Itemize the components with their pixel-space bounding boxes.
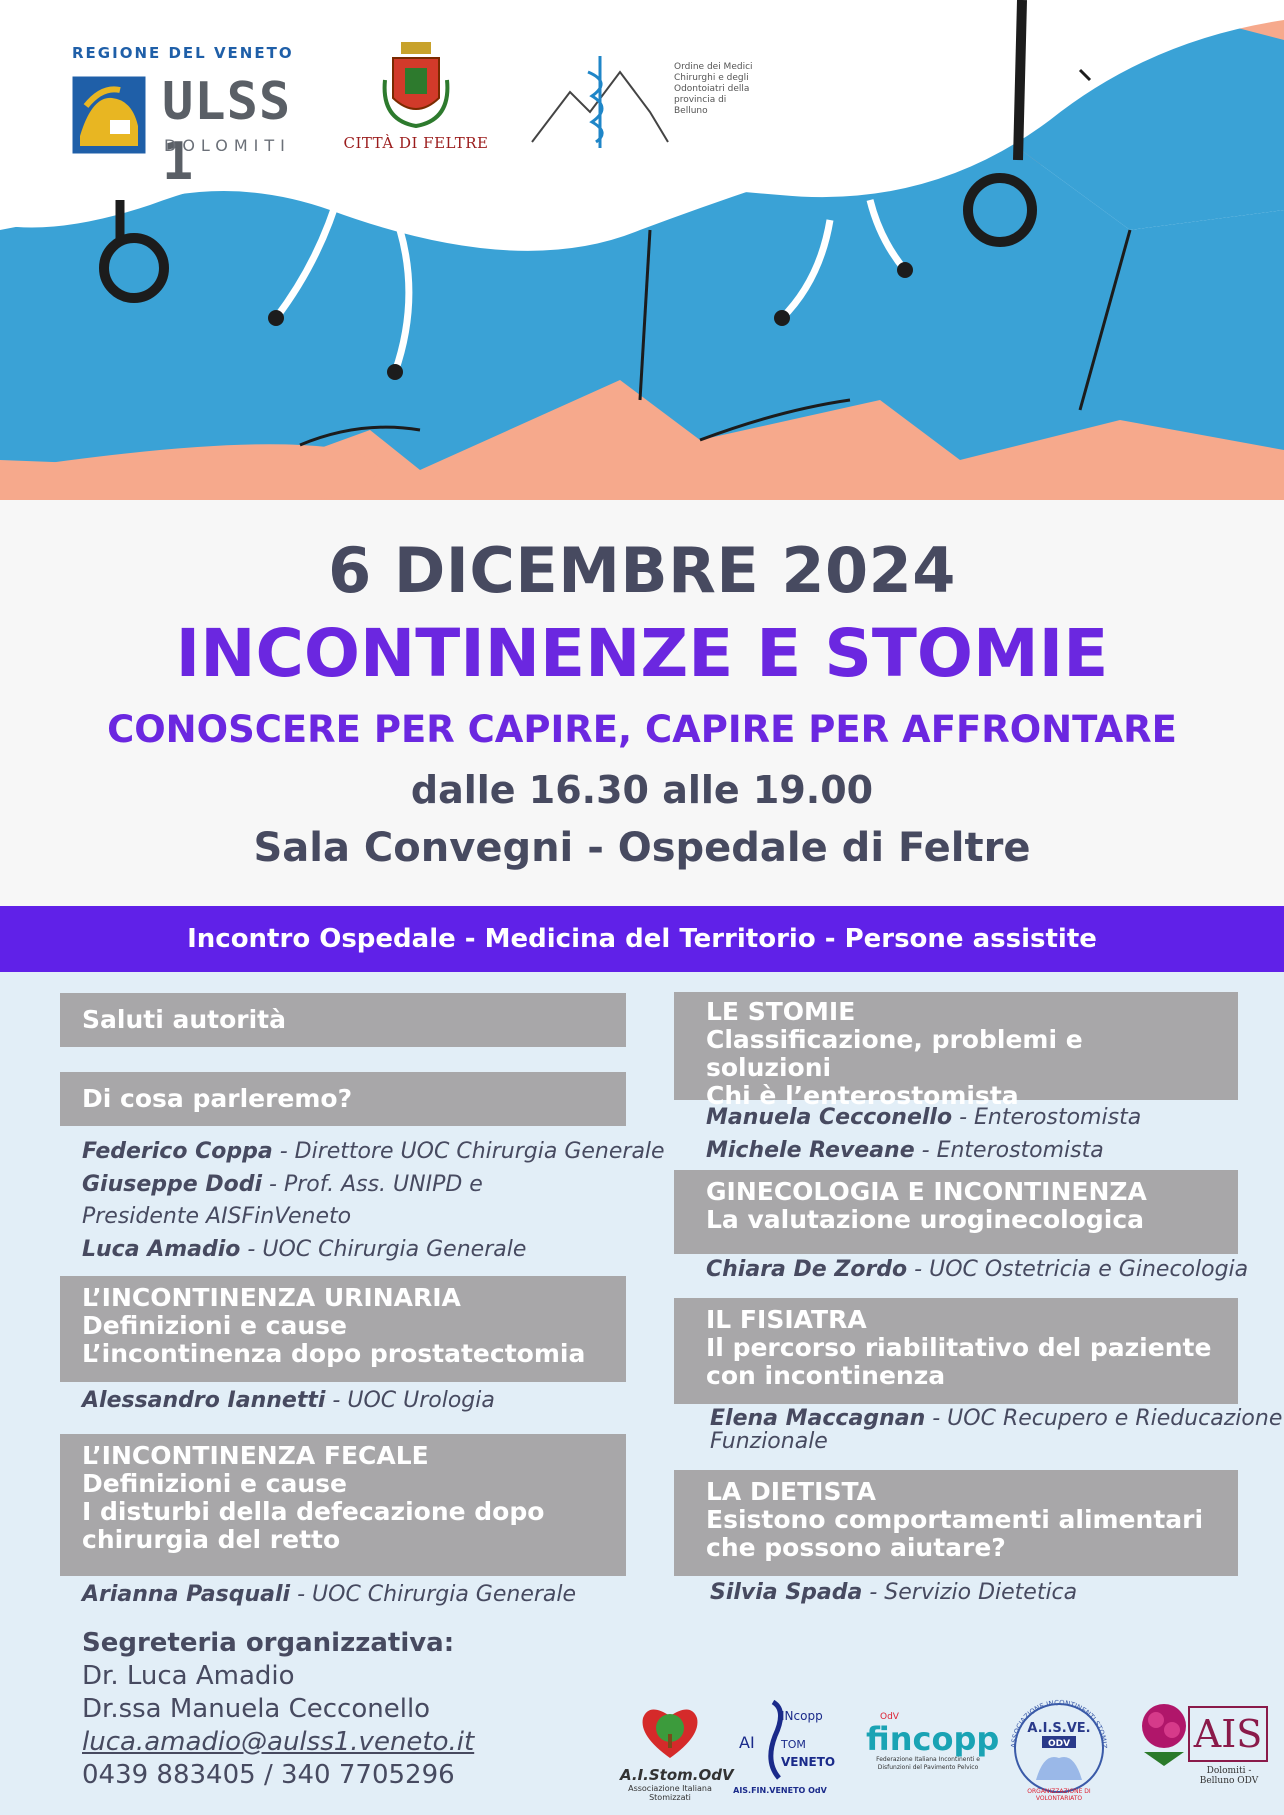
speaker-role: - UOC Ostetricia e Ginecologia <box>907 1257 1249 1282</box>
event-banner: Incontro Ospedale - Medicina del Territorio - Persone assistite <box>0 906 1284 972</box>
fincopp-caption: Federazione Italiana Incontinenti e Disfunzioni del Pavimento Pelvico <box>876 1756 980 1771</box>
speaker-arianna-pasquali <box>82 1581 576 1608</box>
title-block <box>0 500 1284 906</box>
speaker-role: - Servizio Dietetica <box>862 1580 1078 1605</box>
aisve-logo <box>1004 1688 1114 1808</box>
ais-dolomiti-logo <box>1134 1700 1270 1800</box>
speaker-silvia-spada <box>710 1579 1077 1606</box>
feltre-crest-icon <box>381 40 451 130</box>
ais-caption: Dolomiti - Belluno ODV <box>1199 1766 1259 1786</box>
ulss-name: ULSS 1 <box>162 72 292 192</box>
session-line: Classificazione, problemi e soluzioni <box>706 1025 1083 1082</box>
heart-tree-icon <box>635 1700 705 1762</box>
session-incontinenza-fecale <box>60 1434 626 1576</box>
session-line: Definizioni e cause <box>82 1469 347 1498</box>
speaker-alessandro-iannetti <box>82 1387 495 1414</box>
aisfin-veneto-logo <box>732 1696 836 1804</box>
session-title: Di cosa parleremo? <box>82 1084 353 1113</box>
speaker-role: - UOC Urologia <box>325 1388 495 1413</box>
session-line: che possono aiutare? <box>706 1533 1006 1562</box>
speaker-name: Giuseppe Dodi <box>82 1172 263 1197</box>
secretary-phone: 0439 883405 / 340 7705296 <box>82 1760 455 1790</box>
event-title: INCONTINENZE E STOMIE <box>175 615 1109 692</box>
speaker-federico-coppa <box>82 1138 665 1165</box>
speaker-name: Manuela Cecconello <box>706 1105 953 1130</box>
session-la-dietista <box>674 1470 1238 1576</box>
speaker-role: - UOC Recupero e Rieducazione <box>925 1406 1283 1431</box>
aistom-caption: Associazione Italiana Stomizzati <box>628 1784 712 1802</box>
secretary-email-link[interactable]: luca.amadio@aulss1.veneto.it <box>82 1727 475 1757</box>
secretary-name: Dr. Luca Amadio <box>82 1661 295 1691</box>
session-title: IL FISIATRA <box>706 1305 867 1334</box>
speaker-role: - Prof. Ass. UNIPD e <box>262 1172 483 1197</box>
session-il-fisiatra <box>674 1298 1238 1404</box>
speaker-role: - UOC Chirurgia Generale <box>290 1582 577 1607</box>
fincopp-logo <box>866 1712 1000 1772</box>
session-line: Chi è l’enterostomista <box>706 1081 1019 1110</box>
speaker-giuseppe-dodi-role-cont <box>82 1203 351 1230</box>
session-title: GINECOLOGIA E INCONTINENZA <box>706 1177 1147 1206</box>
aistom-logo <box>620 1700 734 1802</box>
event-subtitle: CONOSCERE PER CAPIRE, CAPIRE PER AFFRONTARE <box>107 708 1177 751</box>
flower-icon <box>1134 1700 1194 1770</box>
aisfin-top-text: INcopp <box>781 1709 823 1723</box>
citta-di-feltre-logo <box>336 40 496 160</box>
ulss-logo <box>72 44 302 192</box>
speaker-role: - Enterostomista <box>952 1105 1142 1130</box>
aisve-round-emblem-icon <box>1004 1688 1114 1798</box>
speaker-name: Federico Coppa <box>82 1139 273 1164</box>
session-di-cosa-parleremo <box>60 1072 626 1126</box>
aisve-caption: ORGANIZZAZIONE DI VOLONTARIATO <box>1027 1788 1091 1802</box>
fincopp-odv-label: OdV <box>880 1712 899 1722</box>
aisve-name: A.I.S.VE. <box>1027 1721 1091 1736</box>
speaker-name: Elena Maccagnan <box>710 1406 926 1431</box>
event-date: 6 DICEMBRE 2024 <box>328 534 956 607</box>
session-line: Definizioni e cause <box>82 1311 347 1340</box>
speaker-chiara-de-zordo <box>706 1256 1248 1283</box>
speaker-giuseppe-dodi <box>82 1171 483 1198</box>
aisfin-ai-text: AI <box>739 1733 755 1752</box>
sponsor-logos <box>620 1700 1270 1810</box>
aisve-odv: ODV <box>1047 1739 1071 1749</box>
fincopp-name: fincopp <box>866 1720 1000 1758</box>
speaker-luca-amadio <box>82 1236 526 1263</box>
session-incontinenza-urinaria <box>60 1276 626 1382</box>
dolomiti-label: DOLOMITI <box>164 136 291 155</box>
secretary-name: Dr.ssa Manuela Cecconello <box>82 1694 431 1724</box>
session-line: Il percorso riabilitativo del paziente <box>706 1333 1212 1362</box>
speaker-role: Presidente AISFinVeneto <box>82 1204 352 1229</box>
aisfin-veneto-text: VENETO <box>781 1755 836 1769</box>
session-ginecologia <box>674 1170 1238 1254</box>
ordine-medici-logo <box>530 52 753 152</box>
speaker-name: Arianna Pasquali <box>82 1582 291 1607</box>
aisve-arc-text: ASSOCIAZIONE INCONTINENTI STOMIZ <box>1009 1698 1109 1749</box>
session-saluti <box>60 993 626 1047</box>
session-title: L’INCONTINENZA FECALE <box>82 1441 429 1470</box>
speaker-name: Chiara De Zordo <box>706 1257 908 1282</box>
session-le-stomie <box>674 992 1238 1110</box>
speaker-michele-reveane <box>706 1137 1104 1164</box>
session-line: I disturbi della defecazione dopo <box>82 1497 545 1526</box>
aisfin-tom-text: TOM <box>781 1738 806 1751</box>
speaker-name: Alessandro Iannetti <box>82 1388 326 1413</box>
citta-di-feltre-label: CITTÀ DI FELTRE <box>343 134 489 152</box>
aistom-name: A.I.Stom.OdV <box>620 1766 734 1784</box>
speaker-manuela-cecconello <box>706 1104 1141 1131</box>
speaker-role: - Enterostomista <box>914 1138 1104 1163</box>
session-line: chirurgia del retto <box>82 1525 341 1554</box>
speaker-role-cont: Funzionale <box>710 1429 828 1454</box>
lion-of-st-mark-icon <box>72 76 146 154</box>
ais-name: AIS <box>1188 1706 1268 1762</box>
aisfin-caption: AIS.FIN.VENETO OdV <box>733 1786 827 1795</box>
ordine-medici-label: Ordine dei Medici Chirurghi e degli Odontoiatri della provincia di Belluno <box>674 62 753 116</box>
speaker-elena-maccagnan <box>710 1407 1282 1453</box>
session-line: L’incontinenza dopo prostatectomia <box>82 1339 586 1368</box>
event-time: dalle 16.30 alle 19.00 <box>410 768 874 812</box>
segreteria-organizzativa <box>82 1626 502 1792</box>
hero-illustration <box>0 0 1284 500</box>
speaker-role: - Direttore UOC Chirurgia Generale <box>272 1139 665 1164</box>
session-title: L’INCONTINENZA URINARIA <box>82 1283 461 1312</box>
event-venue: Sala Convegni - Ospedale di Feltre <box>253 825 1031 871</box>
speaker-name: Luca Amadio <box>82 1237 241 1262</box>
session-line: con incontinenza <box>706 1361 946 1390</box>
speaker-name: Michele Reveane <box>706 1138 915 1163</box>
session-line: La valutazione uroginecologica <box>706 1205 1145 1234</box>
secretary-heading: Segreteria organizzativa: <box>82 1628 455 1658</box>
region-veneto-label: REGIONE DEL VENETO <box>72 44 294 62</box>
session-title: LA DIETISTA <box>706 1477 876 1506</box>
session-title: LE STOMIE <box>706 997 856 1026</box>
session-line: Esistono comportamenti alimentari <box>706 1505 1204 1534</box>
speaker-role: - UOC Chirurgia Generale <box>240 1237 527 1262</box>
speaker-name: Silvia Spada <box>710 1580 863 1605</box>
caduceus-mountain-icon <box>530 52 670 152</box>
aisfin-emblem-icon <box>735 1696 836 1782</box>
session-title: Saluti autorità <box>82 1005 286 1034</box>
